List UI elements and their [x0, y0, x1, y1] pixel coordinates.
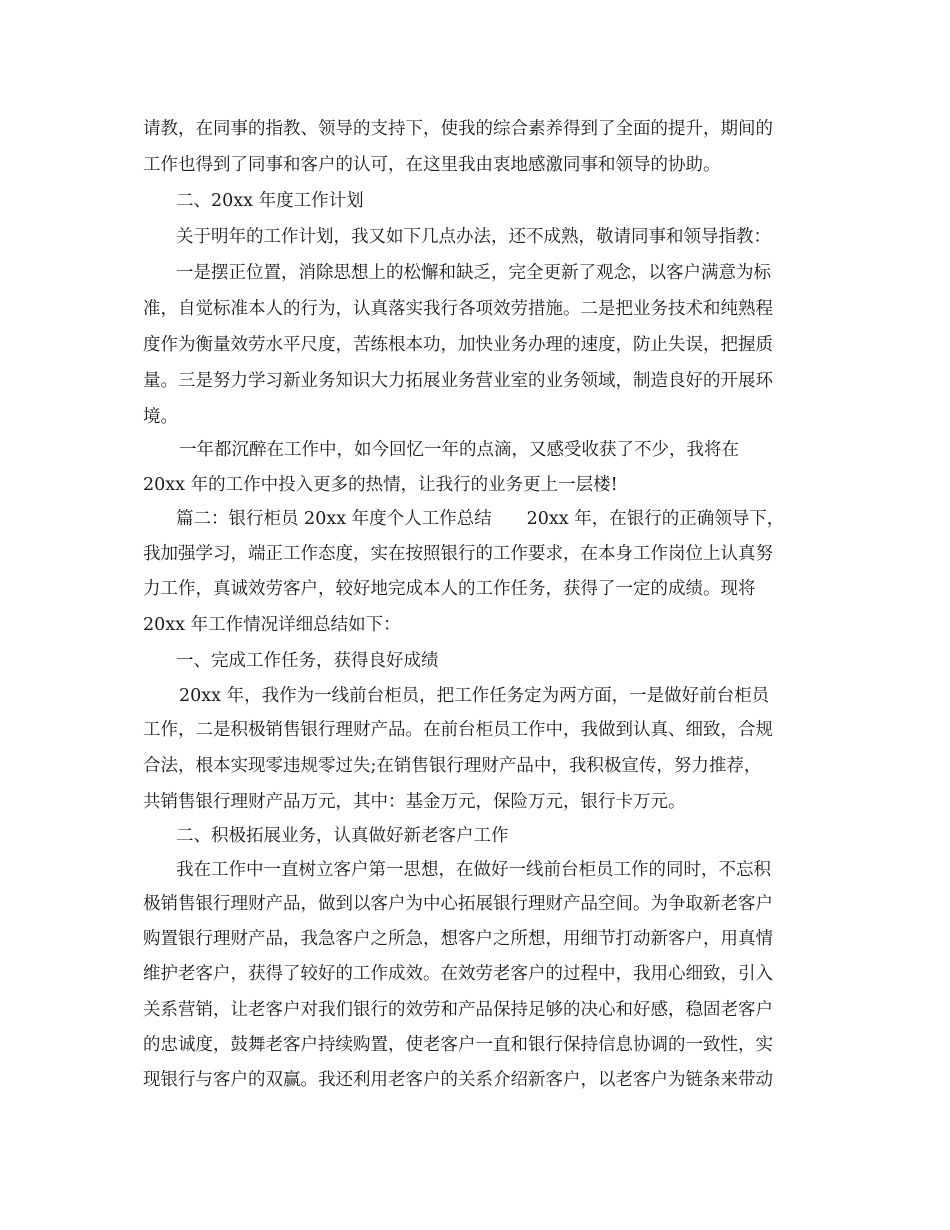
- text-line: 20xx 年工作情况详细总结如下：: [143, 615, 401, 635]
- text-line: 的忠诚度，鼓舞老客户持续购置，使老客户一直和银行保持信息协调的一致性，实: [143, 1035, 773, 1055]
- text-line: 力工作，真诚效劳客户，较好地完成本人的工作任务，获得了一定的成绩。现将: [143, 579, 756, 599]
- text-line: 现银行与客户的双赢。我还利用老客户的关系介绍新客户，以老客户为链条来带动: [143, 1070, 773, 1090]
- article-title-line: 篇二：银行柜员 20xx 年度个人工作总结 20xx 年，在银行的正确领导下，: [176, 509, 785, 529]
- text-line: 工作，二是积极销售银行理财产品。在前台柜员工作中，我做到认真、细致，合规: [143, 720, 773, 740]
- text-line: 一是摆正位置，消除思想上的松懈和缺乏，完全更新了观念，以客户满意为标: [176, 263, 771, 283]
- section-heading: 一、完成工作任务，获得良好成绩: [176, 651, 439, 671]
- text-line: 关于明年的工作计划，我又如下几点办法，还不成熟，敬请同事和领导指教：: [176, 227, 771, 247]
- text-line: 境。: [143, 407, 178, 427]
- text-line: 共销售银行理财产品万元，其中：基金万元，保险万元，银行卡万元。: [143, 792, 686, 812]
- text-line: 合法，根本实现零违规零过失;在销售银行理财产品中，我积极宣传，努力推荐，: [143, 756, 762, 776]
- text-line: 极销售银行理财产品，做到以客户为中心拓展银行理财产品空间。为争取新老客户: [143, 894, 773, 914]
- text-line: 我加强学习，端正工作态度，实在按照银行的工作要求，在本身工作岗位上认真努: [143, 544, 773, 564]
- text-line: 我在工作中一直树立客户第一思想，在做好一线前台柜员工作的同时，不忘积: [176, 860, 771, 880]
- text-line: 工作也得到了同事和客户的认可，在这里我由衷地感激同事和领导的协助。: [143, 155, 721, 175]
- section-heading: 二、20xx 年度工作计划: [176, 191, 364, 211]
- text-line: 度作为衡量效劳水平尺度，苦练根本功，加快业务办理的速度，防止失误，把握质: [143, 335, 773, 355]
- text-line: 一年都沉醉在工作中，如今回忆一年的点滴，又感受收获了不少，我将在: [179, 440, 739, 460]
- text-line: 购置银行理财产品，我急客户之所急，想客户之所想，用细节打动新客户，用真情: [143, 929, 773, 949]
- text-line: 请教，在同事的指教、领导的支持下，使我的综合素养得到了全面的提升，期间的: [143, 119, 773, 139]
- text-line: 量。三是努力学习新业务知识大力拓展业务营业室的业务领域，制造良好的开展环: [143, 371, 773, 391]
- text-line: 20xx 年，我作为一线前台柜员，把工作任务定为两方面，一是做好前台柜员: [179, 686, 770, 706]
- text-line: 维护老客户，获得了较好的工作成效。在效劳老客户的过程中，我用心细致，引入: [143, 964, 773, 984]
- section-heading: 二、积极拓展业务，认真做好新老客户工作: [176, 826, 509, 846]
- text-line: 准，自觉标准本人的行为，认真落实我行各项效劳措施。二是把业务技术和纯熟程: [143, 299, 773, 319]
- text-line: 关系营销，让老客户对我们银行的效劳和产品保持足够的决心和好感，稳固老客户: [143, 1000, 773, 1020]
- text-line: 20xx 年的工作中投入更多的热情，让我行的业务更上一层楼!: [143, 475, 618, 495]
